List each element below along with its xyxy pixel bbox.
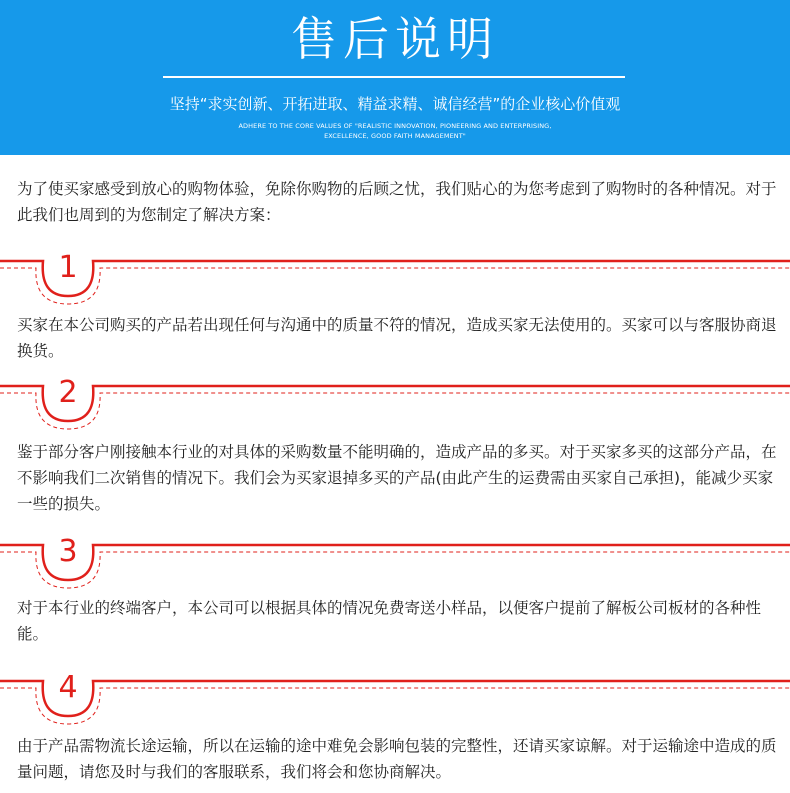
section-number-1: 1 [58, 250, 78, 285]
divider-curve-3 [0, 532, 790, 592]
page-title: 售后说明 [291, 12, 499, 66]
intro-text: 为了使买家感受到放心的购物体验，免除你购物的后顾之忧，我们贴心的为您考虑到了购物时的各种情况。对于此我们也周到的为您制定了解决方案： [17, 180, 777, 224]
slogan-english-line-2: EXCELLENCE, GOOD FAITH MANAGEMENT" [324, 132, 466, 140]
section-number-3: 3 [58, 534, 78, 569]
section-text-4: 由于产品需物流长途运输，所以在运输的途中难免会影响包装的完整性，还请买家谅解。对于运输途中造成的质量问题，请您及时与我们的客服联系，我们将会和您协商解决。 [17, 737, 777, 781]
section-text-2: 鉴于部分客户刚接触本行业的对具体的采购数量不能明确的，造成产品的多买。对于买家多买的这部分产品，在不影响我们二次销售的情况下。我们会为买家退掉多买的产品(由此产生的运费需由买家自己承担)，能减少买家一些的损失。 [17, 443, 777, 513]
divider-curve-4 [0, 668, 790, 728]
section-divider-1 [0, 248, 790, 308]
header-banner [0, 0, 790, 155]
section-text-1: 买家在本公司购买的产品若出现任何与沟通中的质量不符的情况，造成买家无法使用的。买家可以与客服协商退换货。 [17, 316, 777, 360]
slogan-english [235, 121, 555, 141]
divider-curve-1 [0, 248, 790, 308]
section-divider-2 [0, 373, 790, 433]
section-divider-3 [0, 532, 790, 592]
section-divider-4 [0, 668, 790, 728]
section-text-3: 对于本行业的终端客户，本公司可以根据具体的情况免费寄送小样品，以便客户提前了解板公司板材的各种性能。 [17, 599, 762, 643]
divider-curve-2 [0, 373, 790, 433]
section-number-2: 2 [58, 375, 78, 410]
slogan-english-line-1: ADHERE TO THE CORE VALUES OF "REALISTIC INNOVATION, PIONEERING AND ENTERPRISING, [238, 122, 552, 130]
title-underline [163, 76, 625, 78]
slogan: 坚持“求实创新、开拓进取、精益求精、诚信经营”的企业核心价值观 [169, 95, 621, 113]
section-number-4: 4 [58, 670, 78, 705]
